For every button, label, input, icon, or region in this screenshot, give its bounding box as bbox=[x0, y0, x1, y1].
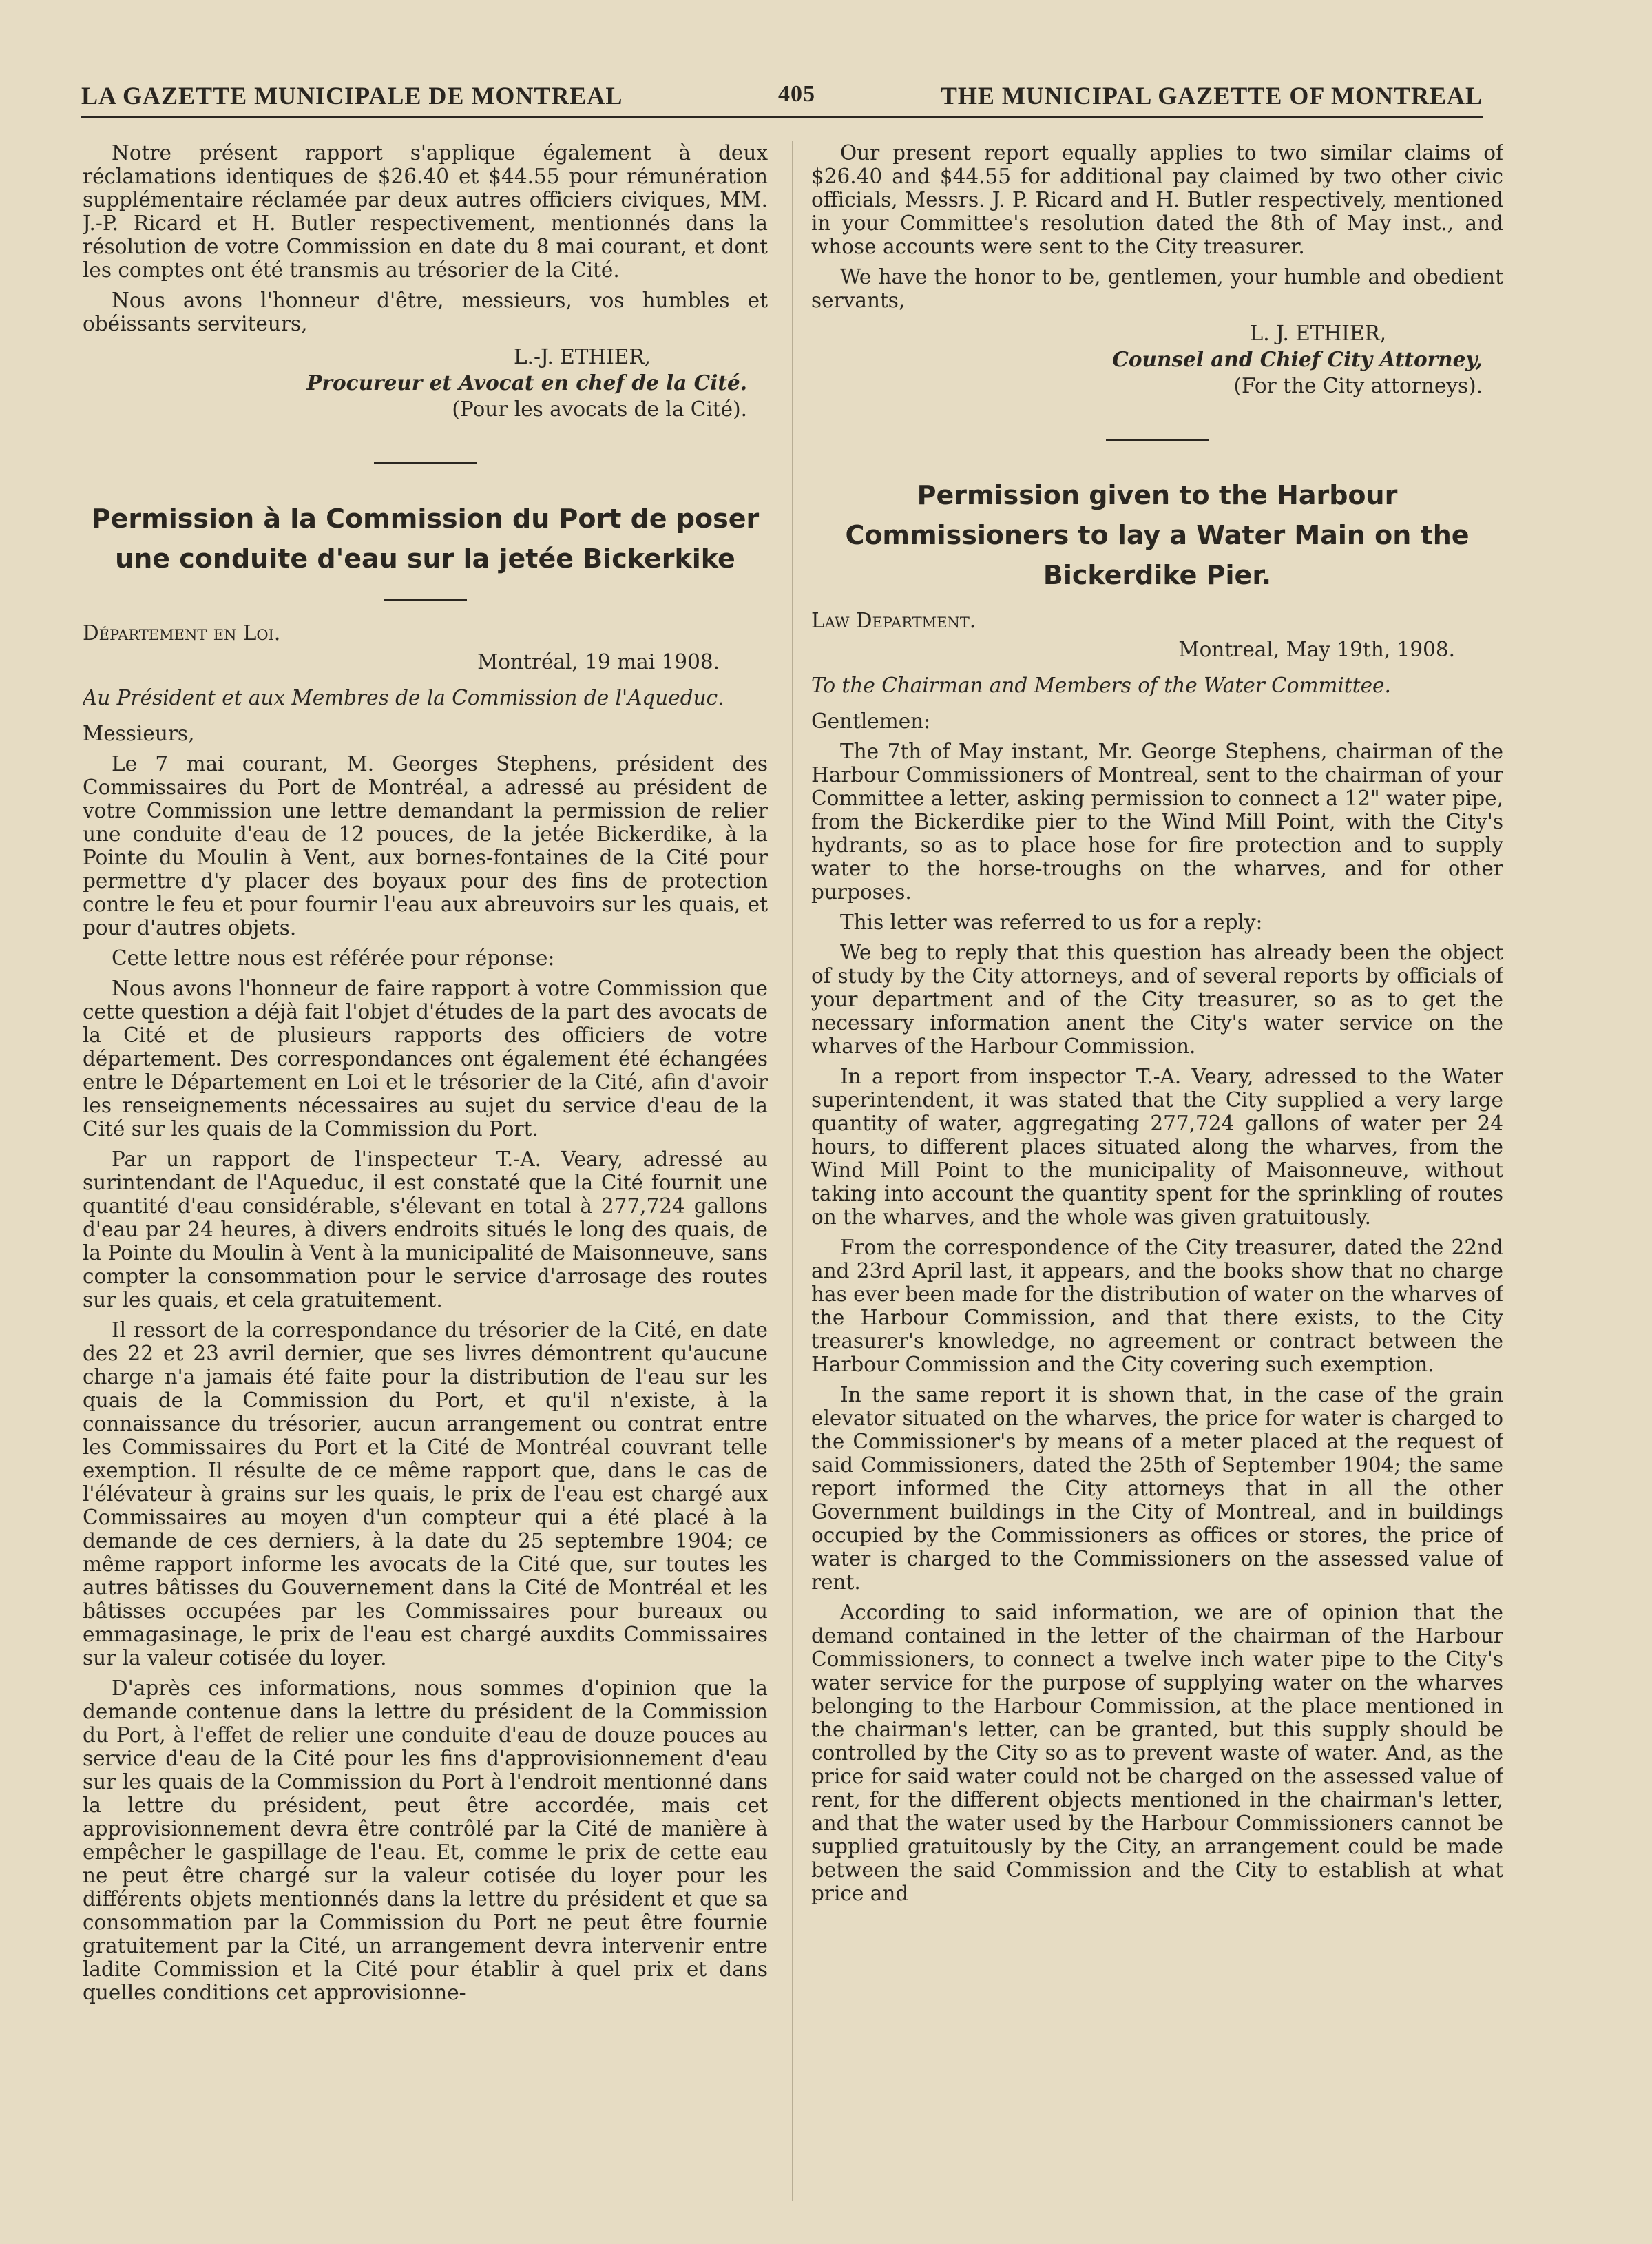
fr-department: Département en Loi. bbox=[83, 621, 281, 645]
fr-dateline: Montréal, 19 mai 1908. bbox=[477, 650, 720, 674]
en-dateline: Montreal, May 19th, 1908. bbox=[1178, 638, 1455, 661]
fr-signature-name: L.-J. ETHIER, bbox=[514, 345, 651, 368]
fr-paragraph-6: D'après ces informations, nous sommes d'opinion que la demande contenue dans la lettre du président de la Commission du Port, à l'effet de relier une conduite d'eau de douze pouces au service d'eau de la Cité pour les fins d'approvisionnement d'eau sur les quais de la Commission du Port à l'endroit mentionné dans la lettre du président, peut être accordée, mais cet approvisionnement devra être contrôlé par la Cité de manière à empêcher le gaspillage de l'eau. Et, comme le prix de cette eau ne peut être chargé sur la valeur cotisée du loyer pour les différents objets mentionnés dans la lettre du président et que sa consommation par la Commission du Port ne peut être fournie gratuitement par la Cité, un arrangement devra intervenir entre ladite Commission et la Cité pour établir à quel prix et dans quelles conditions cet approvisionne- bbox=[83, 1676, 768, 2004]
en-signature-subtitle: (For the City attorneys). bbox=[1233, 374, 1483, 397]
fr-section-separator bbox=[374, 462, 477, 464]
fr-article-heading: Permission à la Commission du Port de poser une conduite d'eau sur la jetée Bickerkike bbox=[91, 503, 760, 574]
french-column bbox=[83, 141, 768, 2201]
en-article-heading: Permission given to the Harbour Commissioners to lay a Water Main on the Bickerdike Pier. bbox=[845, 480, 1470, 590]
fr-addressee: Au Président et aux Membres de la Commission de l'Aqueduc. bbox=[83, 686, 724, 709]
fr-signature-subtitle: (Pour les avocats de la Cité). bbox=[452, 397, 747, 421]
fr-paragraph-4: Par un rapport de l'inspecteur T.-A. Veary, adressé au surintendant de l'Aqueduc, il est constaté que la Cité fournit une quantité d'eau considérable, s'élevant en total à 277,724 gallons d'eau par 24 heures, à divers endroits situés le long des quais, de la Pointe du Moulin à Vent à la municipalité de Maisonneuve, sans compter la consommation pour le service d'arrosage des routes sur les quais, et cela gratuitement. bbox=[83, 1147, 768, 1311]
masthead-title-english: THE MUNICIPAL GAZETTE OF MONTREAL bbox=[940, 82, 1483, 110]
en-salutation: Gentlemen: bbox=[811, 709, 931, 733]
fr-intro-paragraph-2: Nous avons l'honneur d'être, messieurs, vos humbles et obéissants serviteurs, bbox=[83, 289, 768, 335]
masthead bbox=[81, 77, 1483, 117]
page-number: 405 bbox=[778, 81, 815, 107]
en-paragraph-7: According to said information, we are of opinion that the demand contained in the letter of the chairman of the Harbour Commissioners, to connect a twelve inch water pipe to the City's water service for the purpose of supplying water on the wharves belonging to the Harbour Commission, at the place mentioned in the chairman's letter, can be granted, but this supply should be controlled by the City so as to prevent waste of water. And, as the price for said water could not be charged on the assessed value of rent, for the different objects mentioned in the chairman's letter, and that the water used by the Harbour Commissioners cannot be supplied gratuitously by the City, an arrangement could be made between the said Commission and the City to establish at what price and bbox=[811, 1601, 1503, 1905]
fr-intro-paragraph-1: Notre présent rapport s'applique également à deux réclamations identiques de $26.40 et $44.55 pour rémunération supplémentaire réclamée par deux autres officiers civiques, MM. J.-P. Ricard et H. Butler respectivement, mentionnés dans la résolution de votre Commission en date du 8 mai courant, et dont les comptes ont été transmis au trésorier de la Cité. bbox=[83, 141, 768, 282]
en-signature-name: L. J. ETHIER, bbox=[1249, 322, 1386, 345]
fr-paragraph-3: Nous avons l'honneur de faire rapport à votre Commission que cette question a déjà fait l'objet d'études de la part des avocats de la Cité et de plusieurs rapports des officiers de votre département. Des correspondances ont également été échangées entre le Département en Loi et le trésorier de la Cité, afin d'avoir les renseignements nécessaires au sujet du service d'eau de la Cité sur les quais de la Commission du Port. bbox=[83, 977, 768, 1141]
fr-signature-title: Procureur et Avocat en chef de la Cité. bbox=[306, 371, 747, 395]
english-column bbox=[811, 141, 1503, 2201]
en-paragraph-2: This letter was referred to us for a reply: bbox=[840, 911, 1263, 934]
column-divider bbox=[792, 141, 793, 2201]
en-signature-title: Counsel and Chief City Attorney, bbox=[1112, 347, 1483, 371]
en-addressee: To the Chairman and Members of the Water Committee. bbox=[811, 674, 1391, 697]
fr-heading-rule bbox=[384, 599, 467, 601]
en-intro-paragraph-1: Our present report equally applies to two similar claims of $26.40 and $44.55 for additional pay claimed by two other civic officials, Messrs. J. P. Ricard and H. Butler respectively, mentioned in your Committee's resolution dated the 8th of May inst., and whose accounts were sent to the City treasurer. bbox=[811, 141, 1503, 258]
en-paragraph-5: From the correspondence of the City treasurer, dated the 22nd and 23rd April last, it appears, and the books show that no charge has ever been made for the distribution of water on the wharves of the Harbour Commission, and that there exists, to the City treasurer's knowledge, no agreement or contract between the Harbour Commission and the City covering such exemption. bbox=[811, 1236, 1503, 1376]
fr-salutation: Messieurs, bbox=[83, 722, 195, 745]
en-paragraph-4: In a report from inspector T.-A. Veary, adressed to the Water superintendent, it was stated that the City supplied a very large quantity of water, aggregating 277,724 gallons of water per 24 hours, to different places situated along the wharves, from the Wind Mill Point to the municipality of Maisonneuve, without taking into account the quantity spent for the sprinkling of routes on the wharves, and the whole was given gratuitously. bbox=[811, 1065, 1503, 1229]
fr-paragraph-2: Cette lettre nous est référée pour réponse: bbox=[112, 946, 555, 970]
fr-paragraph-1: Le 7 mai courant, M. Georges Stephens, président des Commissaires du Port de Montréal, a adressé au président de votre Commission une lettre demandant la permission de relier une conduite d'eau de 12 pouces, de la jetée Bickerdike, à la Pointe du Moulin à Vent, aux bornes-fontaines de la Cité pour permettre d'y placer des boyaux pour des fins de protection contre le feu et pour fournir l'eau aux abreuvoirs sur les quais, et pour d'autres objets. bbox=[83, 752, 768, 939]
en-section-separator bbox=[1106, 439, 1209, 441]
en-paragraph-6: In the same report it is shown that, in the case of the grain elevator situated on the wharves, the price for water is charged to the Commissioner's by means of a meter placed at the request of said Commissioners, dated the 25th of September 1904; the same report informed the City attorneys that in all the other Government buildings in the City of Montreal, and in buildings occupied by the Commissioners as offices or stores, the price of water is charged to the Commissioners on the assessed value of rent. bbox=[811, 1383, 1503, 1594]
masthead-title-french: LA GAZETTE MUNICIPALE DE MONTREAL bbox=[81, 82, 623, 110]
fr-paragraph-5: Il ressort de la correspondance du trésorier de la Cité, en date des 22 et 23 avril dernier, que ses livres démontrent qu'aucune charge n'a jamais été faite pour la distribution de l'eau sur les quais de la Commission du Port, et qu'il n'existe, à la connaissance du trésorier, aucun arrangement ou contrat entre les Commissaires du Port et la Cité de Montréal couvrant telle exemption. Il résulte de ce même rapport que, dans le cas de l'élévateur à grains sur les quais, le prix de l'eau est chargé aux Commissaires au moyen d'un compteur qui a été placé à la demande de ces derniers, à la date du 25 septembre 1904; ce même rapport informe les avocats de la Cité que, sur toutes les autres bâtisses du Gouvernement dans la Cité de Montréal et les bâtisses occupées par les Commissaires pour bureaux ou emmagasinage, le prix de l'eau est chargé auxdits Commissaires sur la valeur cotisée du loyer. bbox=[83, 1318, 768, 1670]
masthead-rule bbox=[81, 116, 1483, 118]
en-department: Law Department. bbox=[811, 609, 976, 632]
en-paragraph-3: We beg to reply that this question has already been the object of study by the City attorneys, and of several reports by officials of your department and of the City treasurer, so as to get the necessary information anent the City's water service on the wharves of the Harbour Commission. bbox=[811, 941, 1503, 1058]
en-intro-paragraph-2: We have the honor to be, gentlemen, your humble and obedient servants, bbox=[811, 265, 1503, 312]
en-paragraph-1: The 7th of May instant, Mr. George Stephens, chairman of the Harbour Commissioners of Montreal, sent to the chairman of your Committee a letter, asking permission to connect a 12" water pipe, from the Bickerdike pier to the Wind Mill Point, with the City's hydrants, so as to place hose for fire protection and to supply water to the horse-troughs on the wharves, and for other purposes. bbox=[811, 740, 1503, 904]
